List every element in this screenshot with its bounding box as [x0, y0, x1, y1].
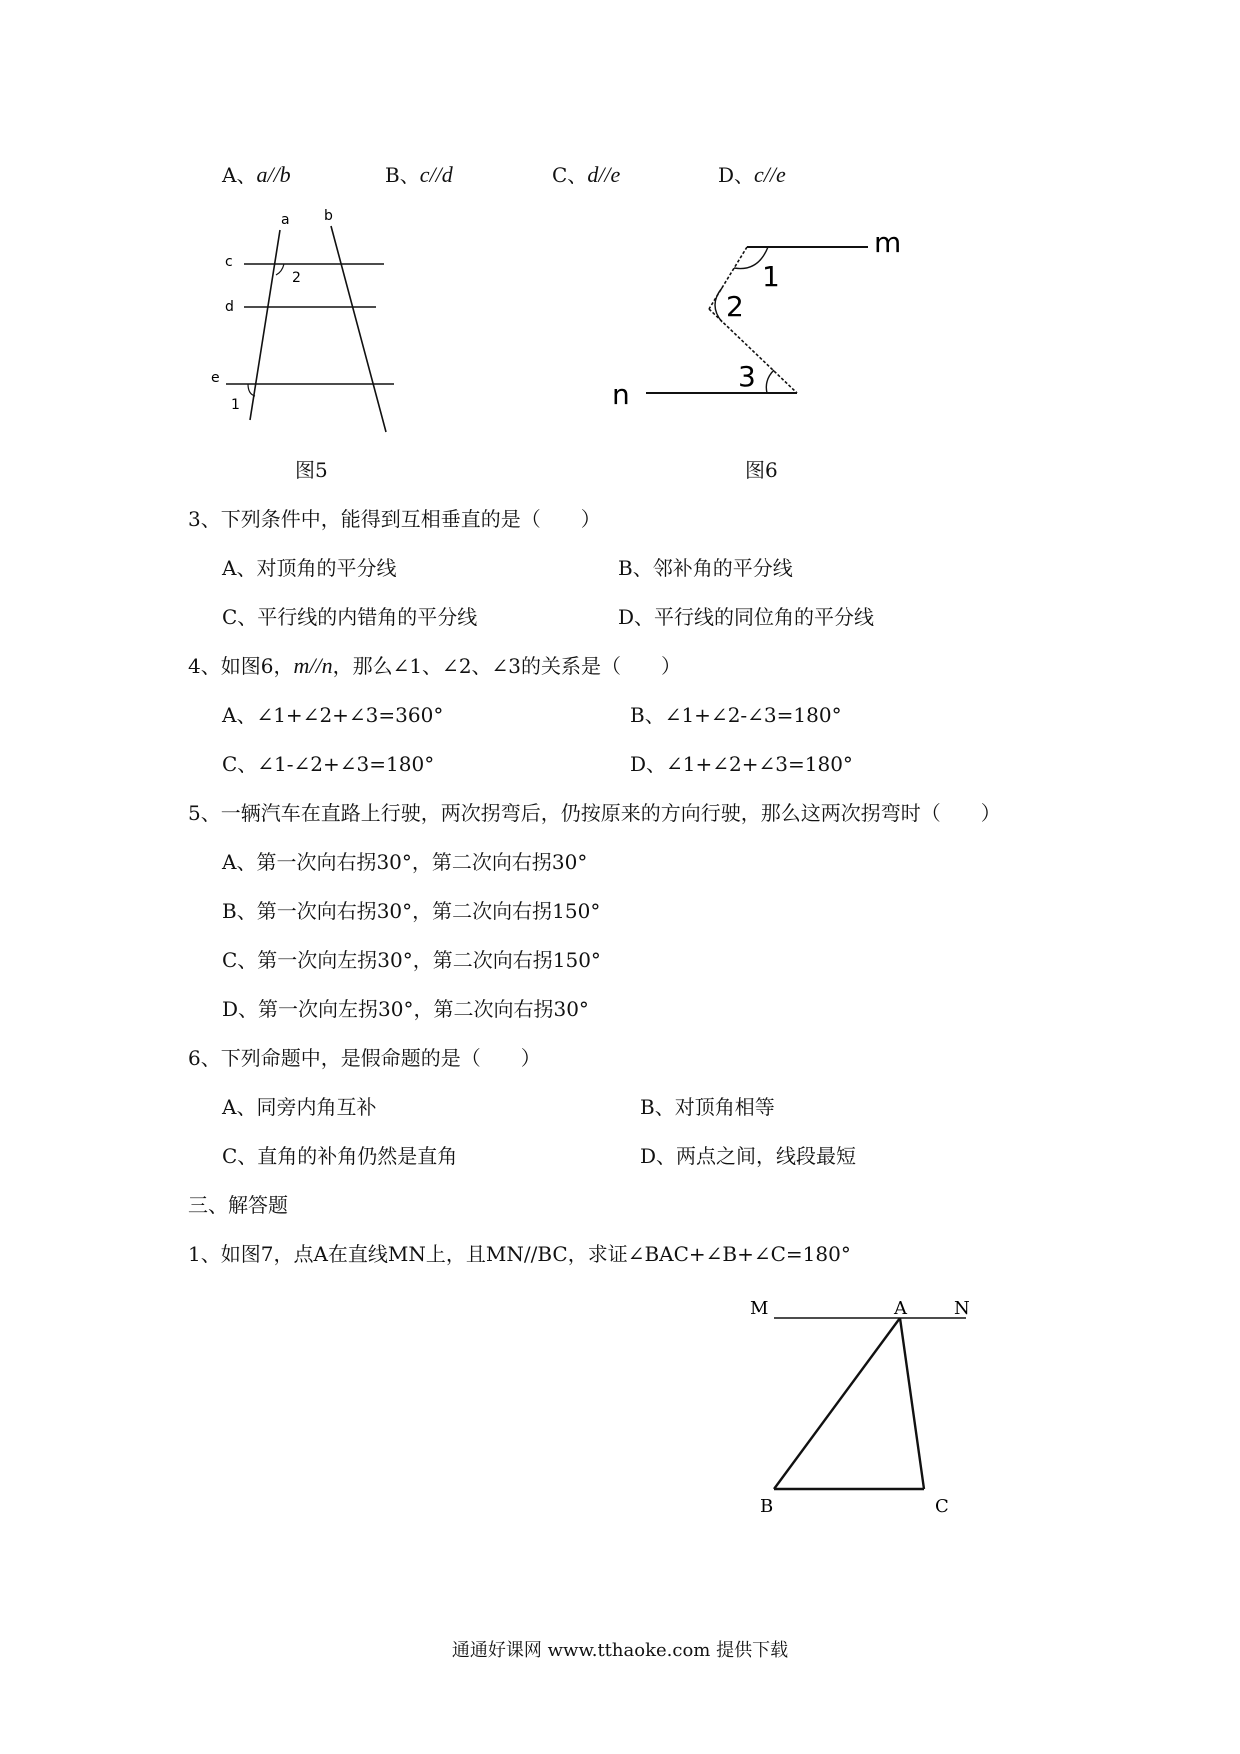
- option-letter: B、: [385, 163, 420, 187]
- q3-option-d: D、平行线的同位角的平分线: [618, 605, 875, 629]
- q2-option-b: [385, 163, 453, 187]
- q3-option-a: A、对顶角的平分线: [222, 556, 397, 580]
- q2-option-a: [222, 163, 291, 187]
- q3-option-b: B、邻补角的平分线: [618, 556, 793, 580]
- label-d: d: [225, 299, 234, 315]
- q5-stem: 5、一辆汽车在直路上行驶，两次拐弯后，仍按原来的方向行驶，那么这两次拐弯时（ ）: [188, 801, 1001, 825]
- option-letter: C、: [552, 163, 588, 187]
- option-expression: c//d: [419, 162, 453, 187]
- option-expression: d//e: [587, 162, 621, 187]
- q6-option-a: A、同旁内角互补: [222, 1095, 377, 1119]
- angle-3-arc: [766, 370, 774, 393]
- q4-option-a: A、∠1+∠2+∠3=360°: [222, 703, 444, 727]
- q6-option-d: D、两点之间，线段最短: [640, 1144, 857, 1168]
- figure-5: [200, 200, 420, 440]
- section3-question-1: 1、如图7，点A在直线MN上，且MN//BC，求证∠BAC+∠B+∠C=180°: [188, 1242, 851, 1266]
- figure-7: [740, 1280, 980, 1520]
- option-expression: a//b: [256, 162, 291, 187]
- segment-ac: [900, 1318, 924, 1489]
- q4-option-d: D、∠1+∠2+∠3=180°: [630, 752, 853, 776]
- label-n: n: [612, 378, 630, 411]
- figure-6-caption: 图6: [745, 458, 778, 482]
- q6-stem: 6、下列命题中，是假命题的是（ ）: [188, 1046, 541, 1070]
- label-angle-1: 1: [231, 397, 240, 413]
- footer: 通通好课网 www.tthaoke.com 提供下载: [451, 1640, 789, 1661]
- label-angle-1: 1: [762, 260, 780, 293]
- q5-option-a: A、第一次向右拐30°，第二次向右拐30°: [222, 850, 588, 874]
- q6-option-c: C、直角的补角仍然是直角: [222, 1144, 458, 1168]
- q6-option-b: B、对顶角相等: [640, 1095, 775, 1119]
- label-a: a: [281, 212, 290, 228]
- option-letter: D、: [718, 163, 755, 187]
- option-letter: A、: [222, 163, 257, 187]
- label-c: C: [935, 1496, 949, 1517]
- q4-option-b: B、∠1+∠2-∠3=180°: [630, 703, 842, 727]
- option-expression: c//e: [754, 162, 786, 187]
- label-b: b: [324, 208, 333, 224]
- line-b: [331, 226, 386, 432]
- q4-option-c: C、∠1-∠2+∠3=180°: [222, 752, 435, 776]
- q5-option-b: B、第一次向右拐30°，第二次向右拐150°: [222, 899, 601, 923]
- angle-2-arc: [715, 288, 722, 322]
- line-a: [250, 230, 280, 420]
- label-m: M: [750, 1298, 769, 1319]
- q5-option-c: C、第一次向左拐30°，第二次向右拐150°: [222, 948, 601, 972]
- label-a: A: [894, 1298, 907, 1319]
- segment-ab: [774, 1318, 900, 1489]
- q4-stem-prefix: 4、如图6，: [188, 654, 294, 678]
- q4-stem-suffix: ，那么∠1、∠2、∠3的关系是（ ）: [332, 654, 682, 678]
- section-title: 三、解答题: [188, 1193, 288, 1217]
- label-angle-2: 2: [726, 290, 744, 323]
- label-m: m: [874, 226, 902, 259]
- label-n: N: [954, 1298, 970, 1319]
- figure-6: [600, 210, 930, 420]
- label-angle-2: 2: [292, 270, 301, 286]
- label-b: B: [760, 1496, 774, 1517]
- q2-option-c: [552, 163, 620, 187]
- angle-2-arc: [276, 264, 284, 275]
- label-e: e: [211, 370, 220, 386]
- label-angle-3: 3: [738, 360, 756, 393]
- q2-option-d: [718, 163, 786, 187]
- q4-stem-expression: m//n: [293, 653, 333, 678]
- label-c: c: [225, 254, 233, 270]
- q3-option-c: C、平行线的内错角的平分线: [222, 605, 478, 629]
- figure-5-caption: 图5: [295, 458, 328, 482]
- q4-stem: [188, 654, 681, 678]
- q5-option-d: D、第一次向左拐30°，第二次向右拐30°: [222, 997, 589, 1021]
- q3-stem: 3、下列条件中，能得到互相垂直的是（ ）: [188, 507, 601, 531]
